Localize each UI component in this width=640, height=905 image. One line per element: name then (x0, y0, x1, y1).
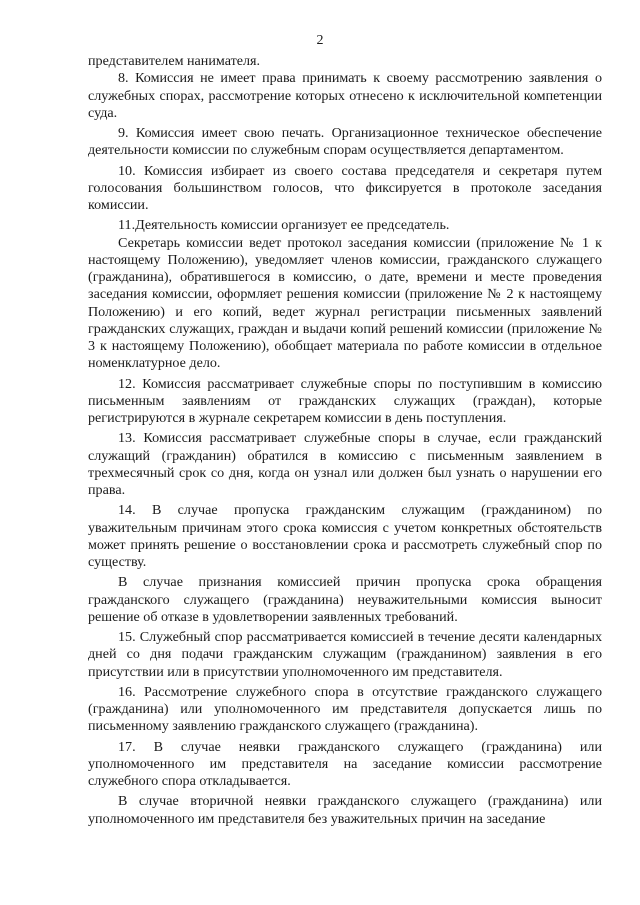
paragraph: 12. Комиссия рассматривает служебные споры по поступившим в комиссию письменным заявлениям от гражданских служащих (граждан), которые регистрируются в журнале секретарем комиссии в день поступления. (88, 375, 602, 426)
paragraph: Секретарь комиссии ведет протокол заседания комиссии (приложение № 1 к настоящему Положению), уведомляет членов комиссии, гражданского служащего (гражданина), обратившегося в комиссию, о дате, времени и месте проведения заседания комиссии, оформляет решения комиссии (приложение № 2 к настоящему Положению) и его копий, ведет журнал регистрации письменных заявлений гражданских служащих, граждан и выдачи копий решений комиссии (приложение № 3 к настоящему Положению), обобщает материала по работе комиссии в отдельное номенклатурное дело. (88, 234, 602, 372)
paragraph: 17. В случае неявки гражданского служащего (гражданина) или уполномоченного им представителя на заседание комиссии рассмотрение служебного спора откладывается. (88, 738, 602, 789)
paragraph: 8. Комиссия не имеет права принимать к своему рассмотрению заявления о служебных спорах, рассмотрение которых отнесено к исключительной компетенции суда. (88, 70, 602, 121)
document-body (88, 53, 602, 828)
paragraph: 9. Комиссия имеет свою печать. Организационное техническое обеспечение деятельности комиссии по служебным спорам осуществляется департаментом. (88, 125, 602, 159)
paragraph: В случае вторичной неявки гражданского служащего (гражданина) или уполномоченного им представителя без уважительных причин на заседание (88, 793, 602, 827)
paragraph: В случае признания комиссией причин пропуска срока обращения гражданского служащего (гражданина) неуважительными комиссия выносит решение об отказе в удовлетворении заявленных требований. (88, 574, 602, 625)
paragraph: 11.Деятельность комиссии организует ее председатель. (118, 217, 450, 234)
paragraph: 16. Рассмотрение служебного спора в отсутствие гражданского служащего (гражданина) или уполномоченного им представителя допускается лишь по письменному заявлению гражданского служащего (гражданина). (88, 683, 602, 735)
paragraph: 13. Комиссия рассматривает служебные споры в случае, если гражданский служащий (гражданин) обратился в комиссию с письменным заявлением в трехмесячный срок со дня, когда он узнал или должен был узнать о нарушении его права. (88, 430, 602, 498)
paragraph: представителем нанимателя. (88, 53, 261, 69)
page-number: 2 (316, 33, 324, 48)
paragraph: 10. Комиссия избирает из своего состава председателя и секретаря путем голосования большинством голосов, что фиксируется в протоколе заседания комиссии. (88, 162, 602, 213)
paragraph: 14. В случае пропуска гражданским служащим (гражданином) по уважительным причинам этого срока комиссия с учетом конкретных обстоятельств может принять решение о восстановлении срока и рассмотреть служебный спор по существу. (88, 502, 602, 570)
paragraph: 15. Служебный спор рассматривается комиссией в течение десяти календарных дней со дня подачи гражданским служащим (гражданином) заявления в его присутствии или в присутствии уполномоченного им представителя. (88, 629, 602, 680)
